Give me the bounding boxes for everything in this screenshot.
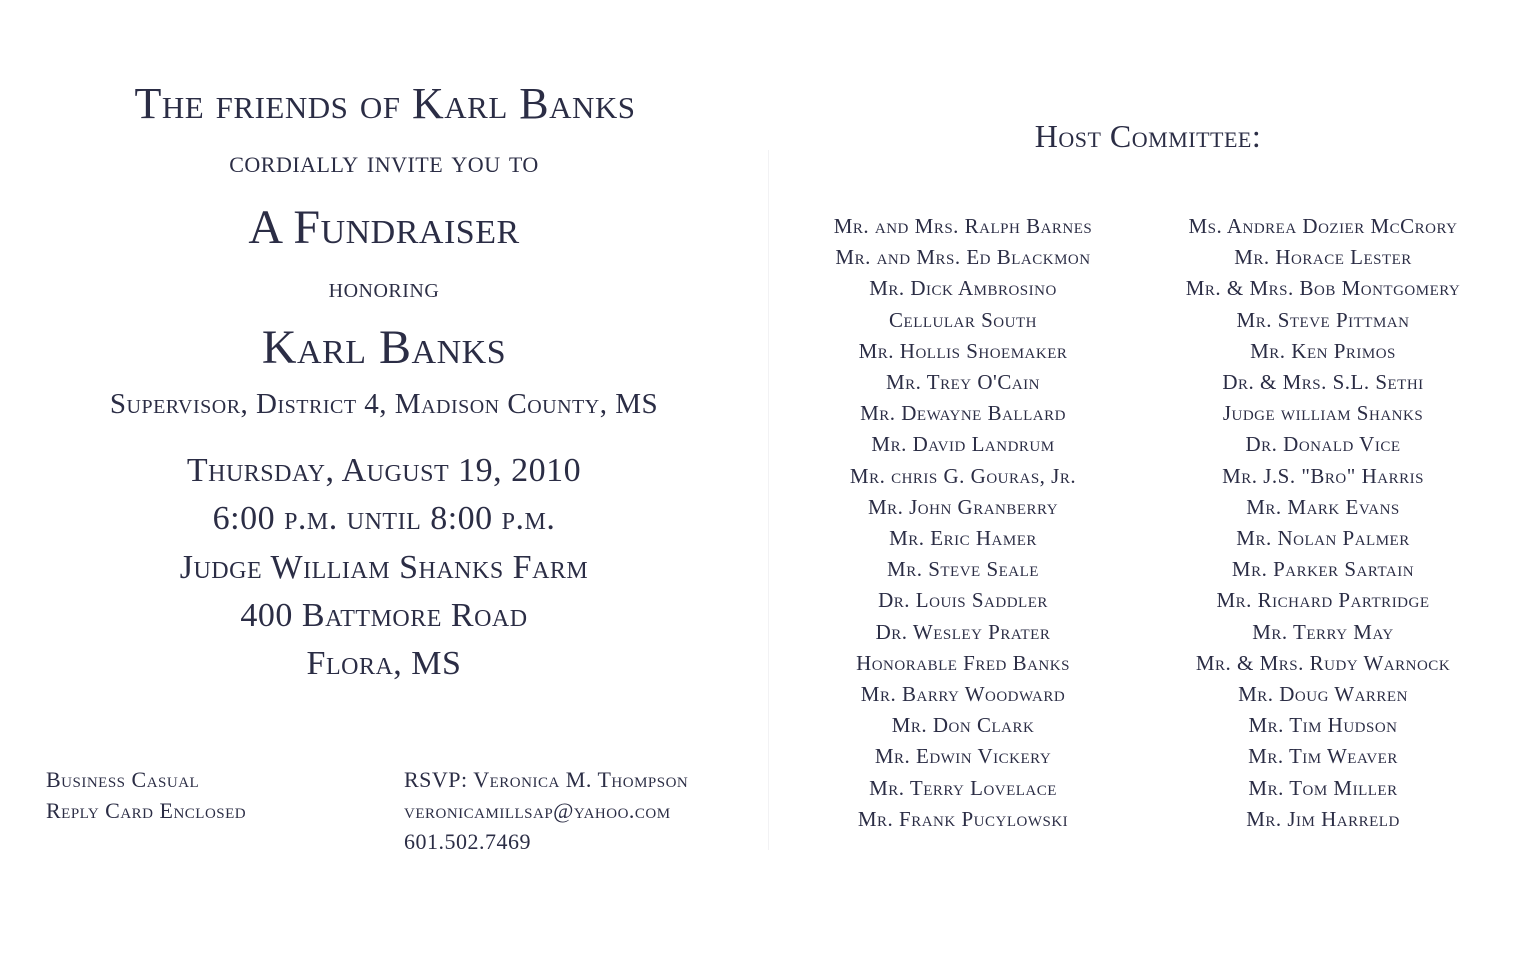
host-name: Dr. & Mrs. S.L. Sethi — [1222, 370, 1424, 395]
host-name: Mr. Steve Seale — [887, 557, 1039, 582]
host-name: Mr. Edwin Vickery — [874, 744, 1052, 769]
host-name: Mr. Frank Pucylowski — [857, 806, 1069, 831]
host-name: Mr. Steve Pittman — [1236, 307, 1410, 332]
host-name: Mr. Trey O'Cain — [886, 370, 1040, 395]
rsvp-name: RSVP: Veronica M. Thompson — [404, 767, 689, 792]
rsvp-phone: 601.502.7469 — [404, 829, 531, 854]
rsvp-block — [404, 764, 688, 857]
host-name: Mr. Eric Hamer — [889, 526, 1037, 551]
invitation-panel — [0, 0, 768, 973]
host-name: Mr. Tom Miller — [1248, 775, 1398, 800]
host-name: Mr. Dick Ambrosino — [869, 276, 1057, 301]
rsvp-email: veronicamillsap@yahoo.com — [404, 798, 671, 823]
invitation-title: The friends of Karl Banks — [134, 79, 636, 128]
event-venue: Judge William Shanks Farm — [179, 549, 589, 586]
host-name: Mr. Barry Woodward — [860, 682, 1066, 707]
host-list-right — [1148, 211, 1498, 835]
host-name: Mr. chris G. Gouras, Jr. — [849, 463, 1077, 488]
host-name: Dr. Wesley Prater — [875, 619, 1051, 644]
host-name: Dr. Louis Saddler — [878, 588, 1048, 613]
attire-text: Business Casual — [46, 767, 200, 792]
event-address: 400 Battmore Road — [240, 597, 528, 634]
host-name: Mr. & Mrs. Bob Montgomery — [1185, 276, 1461, 301]
event-time: 6:00 p.m. until 8:00 p.m. — [212, 500, 556, 537]
host-name: Dr. Donald Vice — [1245, 432, 1401, 457]
host-name: Mr. Nolan Palmer — [1236, 526, 1410, 551]
host-name: Mr. Dewayne Ballard — [860, 401, 1066, 426]
host-name: Mr. Doug Warren — [1238, 682, 1408, 707]
host-committee-panel — [768, 0, 1537, 973]
host-name: Mr. and Mrs. Ralph Barnes — [833, 214, 1093, 238]
honoree-name: Karl Banks — [261, 321, 507, 374]
honoree-office: Supervisor, District 4, Madison County, MS — [109, 388, 659, 420]
host-name: Mr. Mark Evans — [1246, 494, 1400, 519]
event-date: Thursday, August 19, 2010 — [186, 452, 582, 489]
host-name: Honorable Fred Banks — [856, 650, 1070, 675]
host-name: Cellular South — [889, 307, 1037, 332]
event-city: Flora, MS — [306, 645, 462, 682]
host-name: Mr. John Granberry — [867, 494, 1059, 519]
host-name: Mr. Jim Harreld — [1246, 806, 1400, 831]
host-name: Mr. Ken Primos — [1250, 338, 1396, 363]
host-name: Mr. & Mrs. Rudy Warnock — [1195, 650, 1451, 675]
host-name: Mr. Terry May — [1252, 619, 1394, 644]
host-name: Ms. Andrea Dozier McCrory — [1188, 214, 1458, 238]
host-name: Mr. Tim Weaver — [1248, 744, 1398, 769]
host-list-left — [798, 211, 1128, 835]
host-committee-heading: Host Committee: — [1034, 118, 1262, 154]
host-name: Mr. Richard Partridge — [1216, 588, 1430, 613]
host-name: Mr. Parker Sartain — [1231, 557, 1415, 582]
attire-block — [46, 764, 246, 826]
host-name: Mr. Hollis Shoemaker — [858, 338, 1068, 363]
host-name: Mr. Horace Lester — [1234, 245, 1412, 270]
reply-card-text: Reply Card Enclosed — [46, 798, 247, 823]
host-name: Judge william Shanks — [1222, 401, 1424, 426]
host-name: Mr. and Mrs. Ed Blackmon — [835, 245, 1091, 270]
event-type: A Fundraiser — [248, 201, 520, 254]
host-name: Mr. Don Clark — [891, 713, 1035, 738]
host-name: Mr. Tim Hudson — [1248, 713, 1398, 738]
honoring-line: honoring — [328, 272, 440, 304]
host-name: Mr. J.S. "Bro" Harris — [1222, 463, 1424, 488]
host-name: Mr. David Landrum — [871, 432, 1055, 457]
host-name: Mr. Terry Lovelace — [869, 775, 1057, 800]
invite-line: cordially invite you to — [229, 144, 539, 179]
